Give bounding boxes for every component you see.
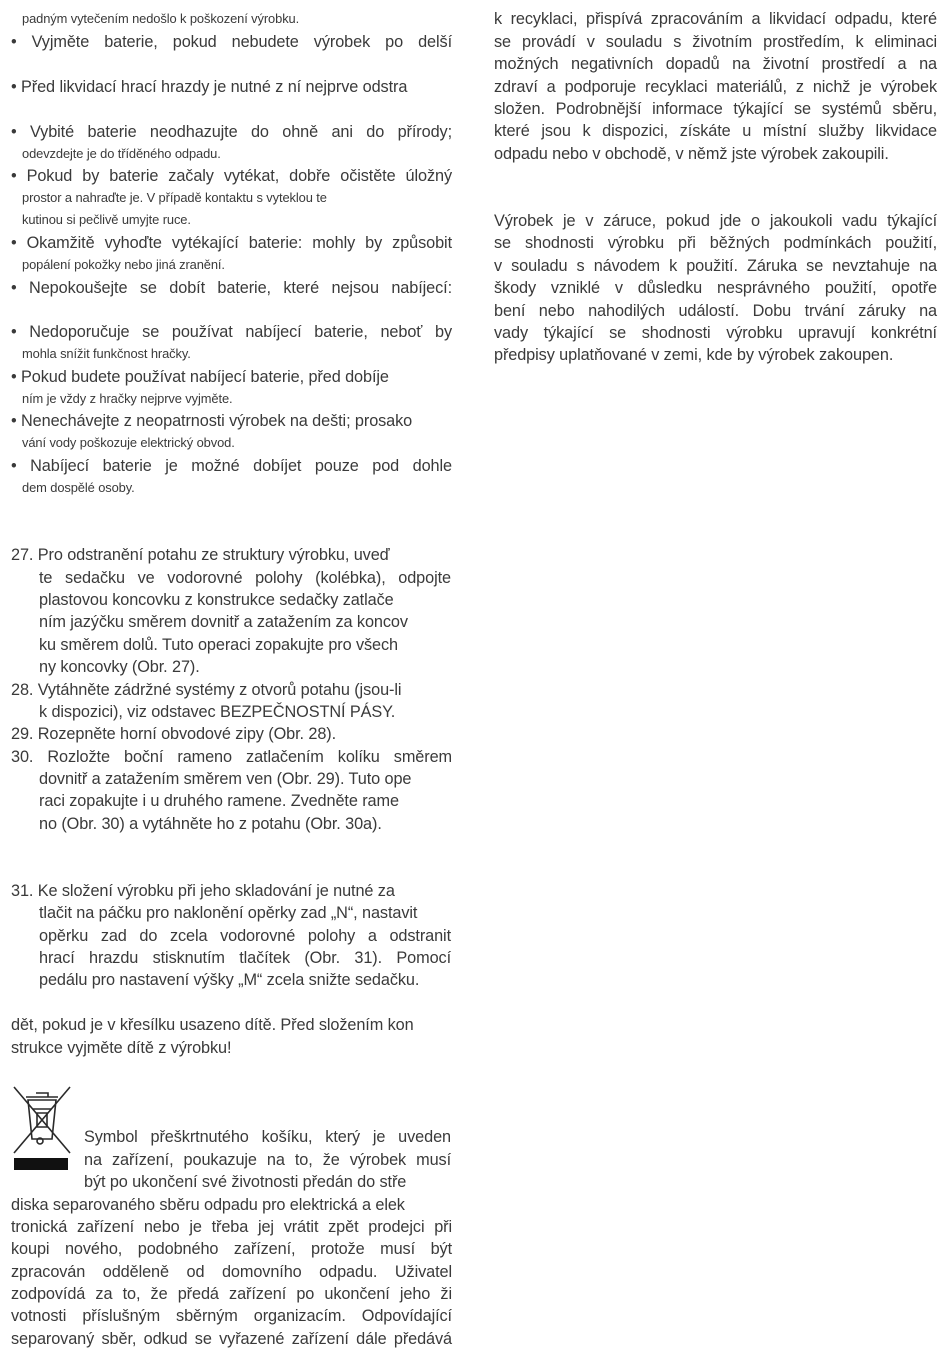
weee-underline-bar xyxy=(14,1158,68,1170)
text-line: k recyklaci, přispívá zpracováním a likvidací odpadu, které xyxy=(494,10,937,28)
text-line: zodpovídá za to, že předá zařízení po ukončení jeho ži xyxy=(11,1285,452,1303)
text-line: vání vody poškozuje elektrický obvod. xyxy=(22,435,235,450)
text-line: na zařízení, poukazuje na to, že výrobek musí xyxy=(84,1151,451,1169)
text-line: no (Obr. 30) a vytáhněte ho z potahu (Obr. 30a). xyxy=(39,815,382,833)
text-line: votnosti příslušným sběrným organizacím. Odpovídající xyxy=(11,1307,452,1325)
step-item: 29. Rozepněte horní obvodové zipy (Obr. 28). xyxy=(11,725,337,743)
text-line: se shodnosti výrobku při běžných podmínkách použití, xyxy=(494,234,937,252)
text-line: ním je vždy z hračky nejprve vyjměte. xyxy=(22,391,233,406)
text-line: dovnitř a zatažením směrem ven (Obr. 29). Tuto ope xyxy=(39,770,412,788)
list-item: • Nabíjecí baterie je možné dobíjet pouze pod dohle xyxy=(11,457,452,475)
text-line: kutinou si pečlivě umyjte ruce. xyxy=(22,212,191,227)
text-line: tlačit na páčku pro naklonění opěrky zad „N“, nastavit xyxy=(39,904,418,922)
list-item: • Nenechávejte z neopatrnosti výrobek na dešti; prosako xyxy=(11,412,413,430)
text-line: dem dospělé osoby. xyxy=(22,480,135,495)
text-line: separovaný sběr, odkud se vyřazené zařízení dále předává xyxy=(11,1330,452,1348)
text-line: ním jazýčku směrem dovnitř a zatažením za koncov xyxy=(39,613,408,631)
text-line: ku směrem dolů. Tuto operaci zopakujte pro všech xyxy=(39,636,399,654)
list-item: • Nedoporučuje se používat nabíjecí baterie, neboť by xyxy=(11,323,452,341)
list-item: • Pokud budete používat nabíjecí baterie, před dobíje xyxy=(11,368,389,386)
text-line: opěrku zad do zcela vodorovné polohy a odstranit xyxy=(39,927,451,945)
step-item: 31. Ke složení výrobku při jeho skladování je nutné za xyxy=(11,882,395,900)
text-line: bení nebo nahodilých událostí. Dobu trvání záruky na xyxy=(494,302,937,320)
text-line: Výrobek je v záruce, pokud jde o jakoukoli vadu týkající xyxy=(494,212,937,230)
text-line: být po ukončení své životnosti předán do stře xyxy=(84,1173,407,1191)
text-line: škody vzniklé v důsledku nesprávného použití, opotře xyxy=(494,279,937,297)
text-line: raci zopakujte i u druhého ramene. Zvedněte rame xyxy=(39,792,399,810)
text-line: předpisy uplatňované v zemi, kde by výrobek zakoupen. xyxy=(494,346,894,364)
text-line: prostor a nahraďte je. V případě kontaktu s vyteklou te xyxy=(22,190,327,205)
text-line: vady týkající se shodnosti výrobku upravují konkrétní xyxy=(494,324,937,342)
text-line: strukce vyjměte dítě z výrobku! xyxy=(11,1039,232,1057)
text-line: odpadu nebo v obchodě, v němž jste výrobek zakoupili. xyxy=(494,145,889,163)
text-line: zpracován odděleně od domovního odpadu. Uživatel xyxy=(11,1263,452,1281)
text-line: možných negativních dopadů na životní prostředí a na xyxy=(494,55,937,73)
text-line: se provádí v souladu s životním prostředím, k eliminaci xyxy=(494,33,937,51)
list-item: • Nepokoušejte se dobít baterie, které nejsou nabíjecí: xyxy=(11,279,452,297)
list-item: • Vyjměte baterie, pokud nebudete výrobek po delší xyxy=(11,33,452,51)
text-line: ny koncovky (Obr. 27). xyxy=(39,658,200,676)
step-item: 30. Rozložte boční rameno zatlačením kolíku směrem xyxy=(11,748,452,766)
text-line: koupi nového, podobného zařízení, protože musí být xyxy=(11,1240,452,1258)
text-line: Symbol přeškrtnutého košíku, který je uveden xyxy=(84,1128,451,1146)
text-line: hrací hrazdu stisknutím tlačítek (Obr. 31). Pomocí xyxy=(39,949,451,967)
text-line: plastovou koncovku z konstrukce sedačky zatlače xyxy=(39,591,394,609)
list-item: • Pokud by baterie začaly vytékat, dobře očistěte úložný xyxy=(11,167,452,185)
text-line: pedálu pro nastavení výšky „M“ zcela snižte sedačku. xyxy=(39,971,420,989)
text-line: tronická zařízení nebo je třeba jej vrátit zpět prodejci při xyxy=(11,1218,452,1236)
text-line: dět, pokud je v křesílku usazeno dítě. Před složením kon xyxy=(11,1016,414,1034)
text-line: které jsou k dispozici, získáte u místní služby likvidace xyxy=(494,122,937,140)
step-item: 28. Vytáhněte zádržné systémy z otvorů potahu (jsou-li xyxy=(11,681,402,699)
text-line: složen. Podrobnější informace týkající se systémů sběru, xyxy=(494,100,937,118)
text-line: v souladu s návodem k použití. Záruka se nevztahuje na xyxy=(494,257,937,275)
text-line: popálení pokožky nebo jiná zranění. xyxy=(22,257,225,272)
text-line: te sedačku ve vodorovné polohy (kolébka), odpojte xyxy=(39,569,451,587)
text-line: k dispozici), viz odstavec BEZPEČNOSTNÍ PÁSY. xyxy=(39,703,396,721)
text-line: diska separovaného sběru odpadu pro elektrická a elek xyxy=(11,1196,405,1214)
text-line: zdraví a podporuje recyklaci materiálů, z nichž je výrobek xyxy=(494,78,937,96)
text-line: padným vytečením nedošlo k poškození výrobku. xyxy=(22,11,300,26)
list-item: • Vybité baterie neodhazujte do ohně ani do přírody; xyxy=(11,123,452,141)
text-line: mohla snížit funkčnost hračky. xyxy=(22,346,191,361)
list-item: • Okamžitě vyhoďte vytékající baterie: mohly by způsobit xyxy=(11,234,452,252)
step-item: 27. Pro odstranění potahu ze struktury výrobku, uveď xyxy=(11,546,390,564)
text-line: odevzdejte je do tříděného odpadu. xyxy=(22,146,221,161)
list-item: • Před likvidací hrací hrazdy je nutné z ní nejprve odstra xyxy=(11,78,408,96)
